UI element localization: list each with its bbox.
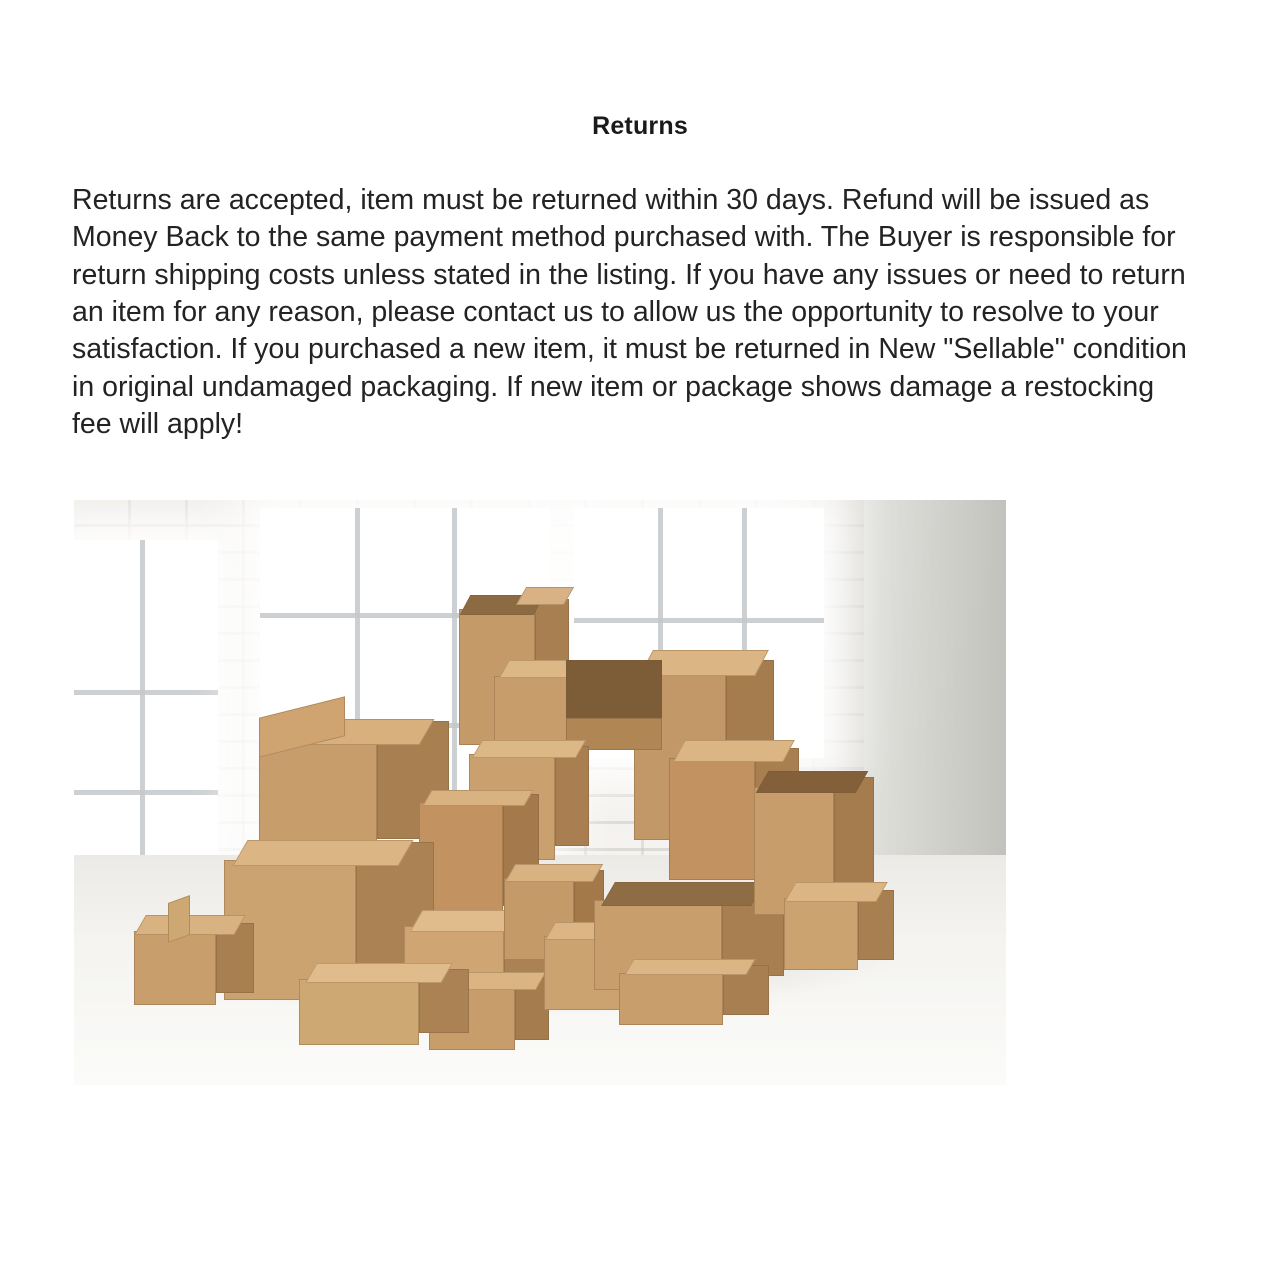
photo-scene xyxy=(74,500,1006,1085)
returns-policy-text: Returns are accepted, item must be returned within 30 days. Refund will be issued as Money Back to the same payment method purchased with. The Buyer is responsible for return shipping costs unless stated in the listing. If you have any issues or need to return an item for any reason, please contact us to allow us the opportunity to resolve to your satisfaction. If you purchased a new item, it must be returned in New "Sellable" condition in original undamaged packaging. If new item or package shows damage a restocking fee will apply! xyxy=(72,184,1187,440)
box-open-dark xyxy=(566,660,662,750)
box-right-low xyxy=(784,880,894,970)
box-left-small-flap xyxy=(134,905,254,1005)
box-front-flat-left xyxy=(299,955,469,1045)
box-front-flat-right xyxy=(619,955,769,1025)
window-left xyxy=(74,540,218,870)
page-title: Returns xyxy=(592,112,688,140)
cardboard-boxes-photo xyxy=(74,500,1006,1085)
